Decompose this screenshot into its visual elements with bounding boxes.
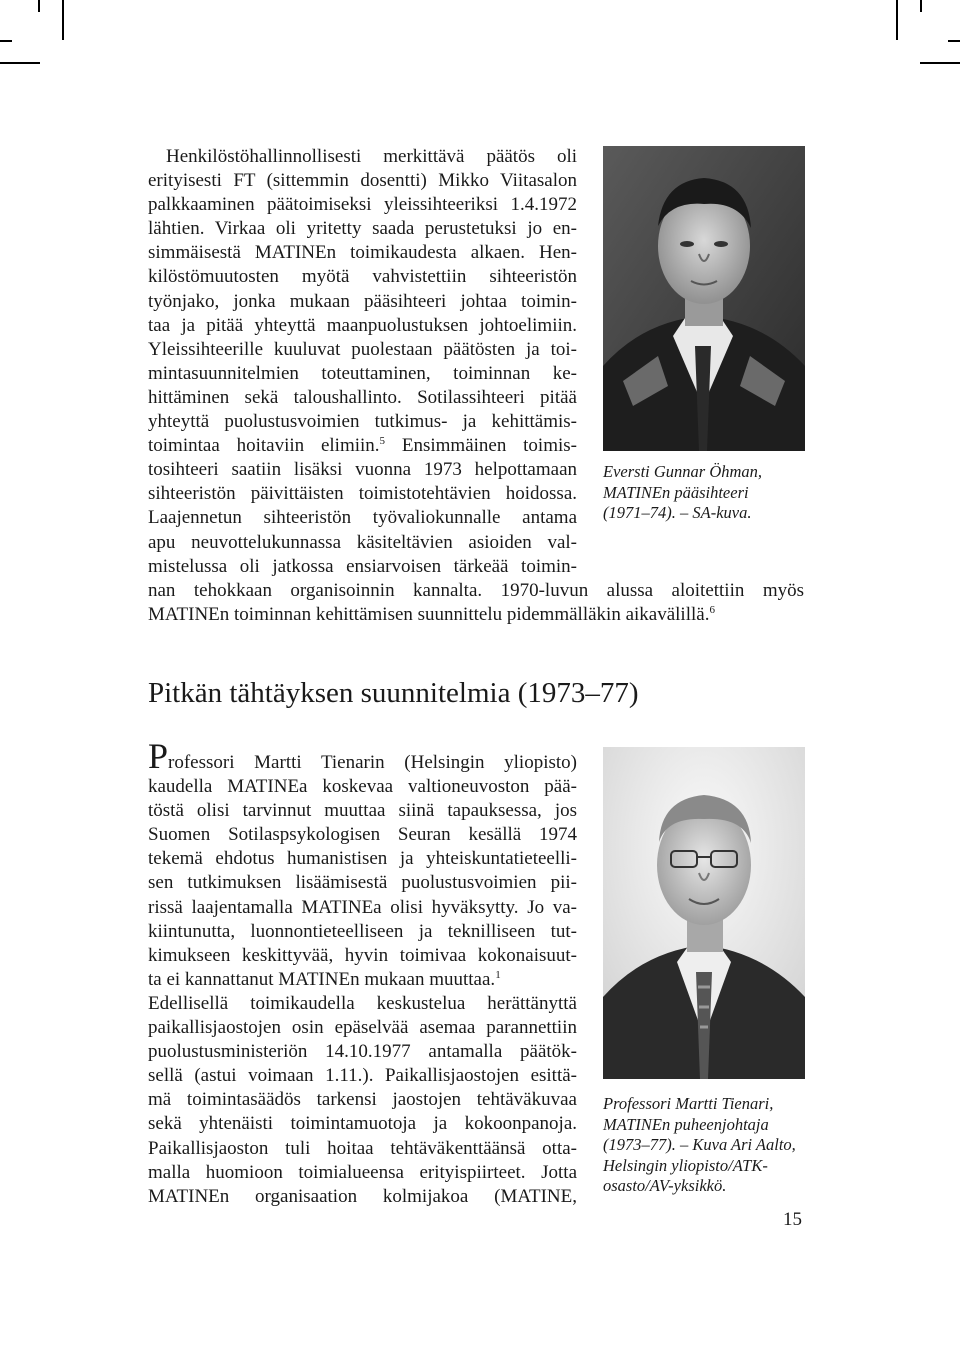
text-line: malla huomioon toimialueensa erityispiirteet. Jotta [148, 1161, 577, 1183]
text-line: Paikallisjaoston tuli hoitaa tehtäväkenttäänsä otta- [148, 1137, 577, 1159]
text-line: sekä yhtenäisti toimintamuotoja ja kokoonpanoja. [148, 1113, 577, 1135]
text-line: Edellisellä toimikaudella keskustelua herättänyttä [148, 992, 577, 1014]
caption-line: (1971–74). – SA-kuva. [603, 503, 752, 522]
crop-mark [920, 0, 922, 12]
page-number: 15 [783, 1209, 802, 1230]
text-line: kilöstömuutosten myötä vahvistettiin sihteeristön [148, 266, 577, 288]
footnote-ref: 6 [709, 603, 715, 616]
section-heading: Pitkän tähtäyksen suunnitelmia (1973–77) [148, 677, 639, 709]
text-line [148, 434, 577, 458]
portrait-illustration [603, 146, 805, 451]
photo-martti-tienari [603, 747, 805, 1079]
text-fragment: toimintaa hoitaviin elimiin. [148, 435, 380, 457]
text-line: sihteeristön päivittäisten toimistotehtävien hoidossa. [148, 483, 577, 505]
text-line: paikallisjaostojen osin epäselvää asemaa parannettiin [148, 1017, 577, 1039]
text-line: Henkilöstöhallinnollisesti merkittävä päätös oli [166, 146, 577, 167]
caption-line: osasto/AV-yksikkö. [603, 1176, 727, 1195]
caption-line: Eversti Gunnar Öhman, [603, 462, 763, 481]
text-line: hittäminen sekä taloushallinto. Sotilassihteeri pitää [148, 386, 577, 408]
text-fragment: rofessori Martti Tienarin (Helsingin yliopisto) [168, 752, 577, 773]
text-line: MATINEn organisaation kolmijakoa (MATINE, [148, 1185, 577, 1207]
caption-line: Helsingin yliopisto/ATK- [603, 1155, 768, 1175]
crop-mark [0, 40, 12, 42]
text-line: nan tehokkaan organisoinnin kannalta. 1970-luvun alussa aloitettiin myös [148, 579, 804, 601]
text-line [148, 603, 804, 627]
text-line: palkkaaminen päätoimiseksi yleissihteeriksi 1.4.1972 [148, 194, 577, 216]
text-line: sen tutkimuksen lisäämisestä puolustusvoimien pii- [148, 872, 577, 894]
footnote-ref: 5 [379, 435, 386, 448]
text-line: tosihteeri saatiin lisäksi vuonna 1973 helpottamaan [148, 459, 577, 481]
text-line: simmäisestä MATINEn toimikaudesta alkaen. Hen- [148, 242, 577, 264]
text-line: kaudella MATINEa koskevaa valtioneuvoston pää- [148, 776, 577, 798]
photo-caption [603, 462, 762, 524]
text-line: erityisesti FT (sittemmin dosentti) Mikko Viitasalon [148, 170, 577, 192]
text-line: Suomen Sotilaspsykologisen Seuran kesällä 1974 [148, 824, 577, 846]
text-line: mistelussa oli jatkossa ensiarvoisen tärkeää toimin- [148, 555, 577, 577]
text-line: kimukseen keskittyvää, hyvin toimivaa kokonaisuut- [148, 944, 577, 966]
footnote-ref: 1 [495, 968, 501, 981]
text-line: puolustusministeriön 14.10.1977 antamalla päätök- [148, 1041, 577, 1063]
text-line [148, 968, 577, 992]
text-line: apu neuvottelukunnassa käsiteltävien asioiden val- [148, 531, 577, 553]
text-line: mintasuunnitelmien toteuttaminen, toiminnan ke- [148, 362, 577, 384]
text-fragment: Ensimmäinen toimis- [385, 435, 577, 457]
caption-line: MATINEn pääsihteeri [603, 482, 749, 502]
crop-mark [948, 40, 960, 42]
section-paragraph [148, 736, 577, 1209]
crop-mark [62, 0, 64, 40]
photo-caption [603, 1094, 796, 1197]
caption-line: Professori Martti Tienari, [603, 1094, 774, 1113]
text-line: tekemä ehdotus humanistisen ja yhteiskuntatieteelli- [148, 848, 577, 870]
text-fragment: ta ei kannattanut MATINEn mukaan muuttaa. [148, 968, 496, 990]
text-line: sellä (astui voimaan 1.11.). Paikallisjaostojen esittä- [148, 1065, 577, 1087]
text-line: rissä laajentamalla MATINEa olisi hyväksytty. Jo va- [148, 896, 577, 918]
text-line: Yleissihteerille kuuluvat puolestaan päätösten ja toi- [148, 338, 577, 360]
text-fragment: MATINEn toiminnan kehittämisen suunnittelu pidemmälläkin aikavälillä. [148, 603, 710, 625]
photo-gunnar-ohman [603, 146, 805, 451]
text-line: taa ja pitää yhteyttä maanpuolustuksen johtoelimiin. [148, 314, 577, 336]
text-line: yhteyttä puolustusvoimien tutkimus- ja kehittämis- [148, 411, 577, 433]
crop-mark [0, 62, 40, 64]
text-line: töstä olisi tarvinnut muuttaa siinä tapauksessa, jos [148, 800, 577, 822]
portrait-illustration [603, 747, 805, 1079]
text-line: mä toimintasäädös tarkensi jaostojen tehtäväkuvaa [148, 1089, 577, 1111]
crop-mark [920, 62, 960, 64]
crop-mark [38, 0, 40, 12]
text-line: Laajennetun sihteeristön työvaliokunnalle antama [148, 507, 577, 529]
text-line: lähtien. Virkaa oli yritetty saada perustetuksi jo en- [148, 218, 577, 240]
crop-mark [896, 0, 898, 40]
text-line: työnjako, jonka mukaan pääsihteeri johtaa toimin- [148, 290, 577, 312]
text-line [148, 736, 577, 776]
caption-line: MATINEn puheenjohtaja [603, 1114, 769, 1134]
text-line: kiintunutta, luonnontieteelliseen ja teknilliseen tut- [148, 920, 577, 942]
caption-line: (1973–77). – Kuva Ari Aalto, [603, 1135, 796, 1154]
drop-cap: P [148, 736, 169, 776]
